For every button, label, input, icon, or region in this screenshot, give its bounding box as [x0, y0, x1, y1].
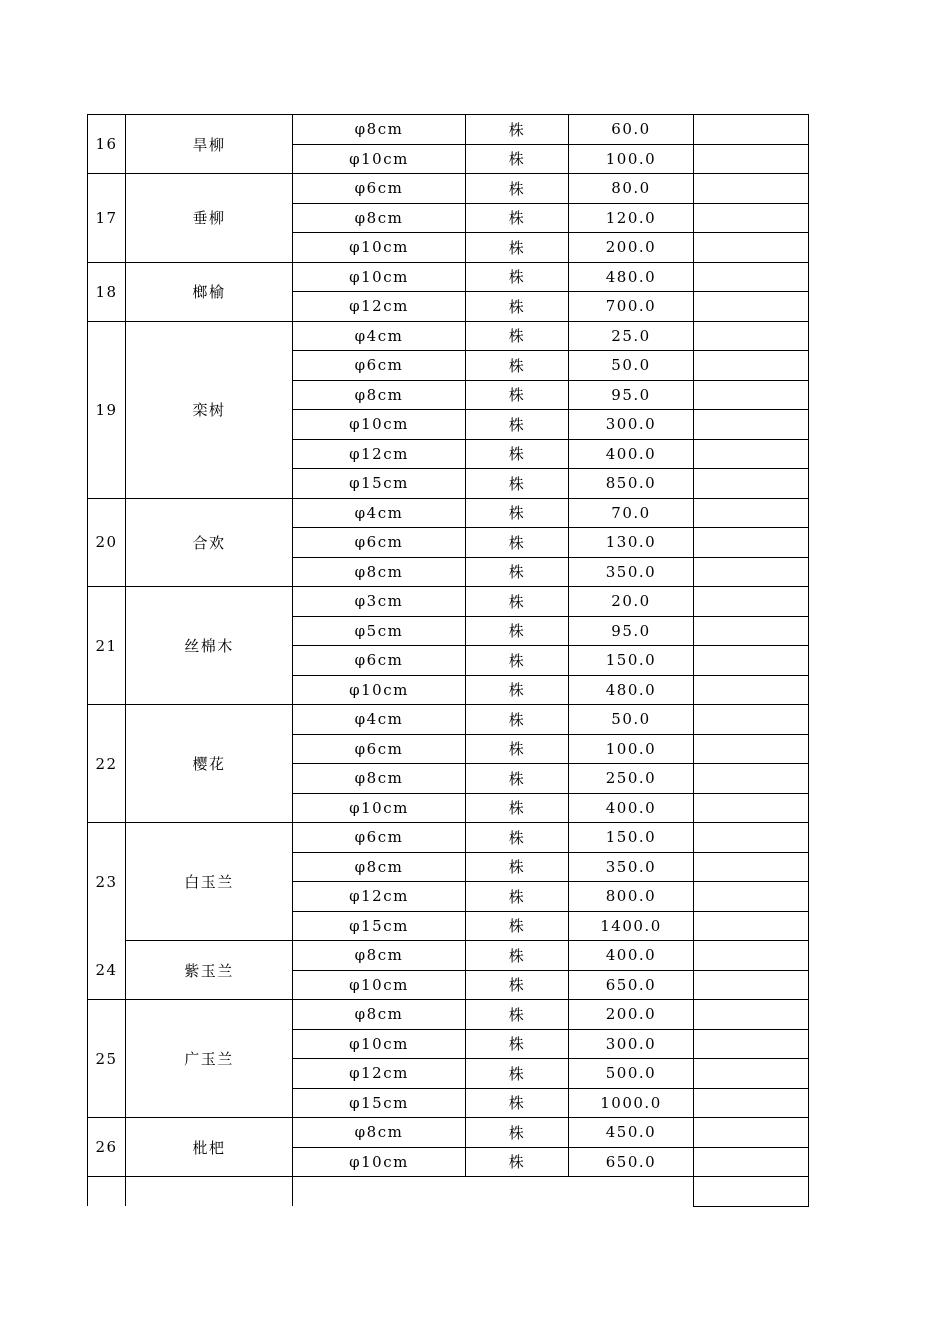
note-cell: [694, 498, 809, 528]
unit-cell: 株: [466, 557, 569, 587]
price-cell: 25.0: [569, 321, 694, 351]
price-cell: 1000.0: [569, 1088, 694, 1118]
unit-cell: 株: [466, 233, 569, 263]
item-name: 樱花: [126, 705, 293, 823]
table-body: [88, 115, 809, 1207]
note-cell: [694, 852, 809, 882]
price-cell: 200.0: [569, 233, 694, 263]
unit-cell: 株: [466, 262, 569, 292]
spec-cell: φ6cm: [293, 174, 466, 204]
item-number: 19: [88, 321, 126, 498]
unit-cell: 株: [466, 616, 569, 646]
note-cell: [694, 705, 809, 735]
note-cell: [694, 823, 809, 853]
note-cell: [694, 1088, 809, 1118]
unit-cell: 株: [466, 380, 569, 410]
empty-cell: [694, 1177, 809, 1207]
price-cell: 450.0: [569, 1118, 694, 1148]
spec-cell: φ4cm: [293, 498, 466, 528]
spec-cell: φ15cm: [293, 1088, 466, 1118]
price-cell: 95.0: [569, 380, 694, 410]
price-cell: 130.0: [569, 528, 694, 558]
spec-cell: φ10cm: [293, 262, 466, 292]
price-cell: 250.0: [569, 764, 694, 794]
note-cell: [694, 646, 809, 676]
note-cell: [694, 675, 809, 705]
unit-cell: 株: [466, 115, 569, 145]
price-cell: 70.0: [569, 498, 694, 528]
item-number: 17: [88, 174, 126, 263]
unit-cell: 株: [466, 823, 569, 853]
note-cell: [694, 970, 809, 1000]
spec-cell: φ10cm: [293, 1147, 466, 1177]
unit-cell: 株: [466, 970, 569, 1000]
price-cell: 100.0: [569, 734, 694, 764]
spec-cell: φ10cm: [293, 410, 466, 440]
price-cell: 100.0: [569, 144, 694, 174]
unit-cell: 株: [466, 292, 569, 322]
note-cell: [694, 203, 809, 233]
note-cell: [694, 115, 809, 145]
note-cell: [694, 351, 809, 381]
spec-cell: φ8cm: [293, 764, 466, 794]
spec-cell: φ15cm: [293, 469, 466, 499]
table-row: [88, 941, 809, 971]
unit-cell: 株: [466, 498, 569, 528]
price-cell: 150.0: [569, 646, 694, 676]
unit-cell: 株: [466, 321, 569, 351]
spec-cell: φ10cm: [293, 1029, 466, 1059]
empty-cell: [88, 1177, 126, 1207]
spec-cell: φ8cm: [293, 852, 466, 882]
note-cell: [694, 793, 809, 823]
table-row: [88, 705, 809, 735]
price-cell: 400.0: [569, 941, 694, 971]
spec-cell: φ10cm: [293, 970, 466, 1000]
item-number: 21: [88, 587, 126, 705]
spec-cell: φ12cm: [293, 1059, 466, 1089]
table-row: [88, 1000, 809, 1030]
item-name: 栾树: [126, 321, 293, 498]
note-cell: [694, 734, 809, 764]
empty-cell: [126, 1177, 293, 1207]
price-cell: 200.0: [569, 1000, 694, 1030]
spec-cell: φ6cm: [293, 734, 466, 764]
unit-cell: 株: [466, 528, 569, 558]
note-cell: [694, 380, 809, 410]
spec-cell: φ6cm: [293, 646, 466, 676]
note-cell: [694, 410, 809, 440]
unit-cell: 株: [466, 646, 569, 676]
spec-cell: φ10cm: [293, 793, 466, 823]
note-cell: [694, 1029, 809, 1059]
spec-cell: φ3cm: [293, 587, 466, 617]
spec-cell: φ12cm: [293, 439, 466, 469]
table-row: [88, 823, 809, 853]
note-cell: [694, 174, 809, 204]
unit-cell: 株: [466, 469, 569, 499]
price-cell: 50.0: [569, 351, 694, 381]
unit-cell: 株: [466, 1088, 569, 1118]
spec-cell: φ8cm: [293, 1118, 466, 1148]
unit-cell: 株: [466, 764, 569, 794]
unit-cell: 株: [466, 351, 569, 381]
item-name: 垂柳: [126, 174, 293, 263]
table-row: [88, 321, 809, 351]
spec-cell: φ15cm: [293, 911, 466, 941]
price-cell: 150.0: [569, 823, 694, 853]
unit-cell: 株: [466, 1147, 569, 1177]
unit-cell: 株: [466, 174, 569, 204]
price-cell: 480.0: [569, 675, 694, 705]
item-name: 白玉兰: [126, 823, 293, 941]
price-table: [87, 114, 809, 1207]
item-name: 广玉兰: [126, 1000, 293, 1118]
unit-cell: 株: [466, 705, 569, 735]
spec-cell: φ4cm: [293, 705, 466, 735]
item-name: 旱柳: [126, 115, 293, 174]
price-cell: 80.0: [569, 174, 694, 204]
note-cell: [694, 233, 809, 263]
unit-cell: 株: [466, 1118, 569, 1148]
note-cell: [694, 587, 809, 617]
note-cell: [694, 439, 809, 469]
unit-cell: 株: [466, 144, 569, 174]
price-cell: 20.0: [569, 587, 694, 617]
note-cell: [694, 262, 809, 292]
unit-cell: 株: [466, 587, 569, 617]
note-cell: [694, 1059, 809, 1089]
spec-cell: φ4cm: [293, 321, 466, 351]
spec-cell: φ10cm: [293, 233, 466, 263]
item-number: 26: [88, 1118, 126, 1177]
unit-cell: 株: [466, 1059, 569, 1089]
spec-cell: φ10cm: [293, 675, 466, 705]
spec-cell: φ10cm: [293, 144, 466, 174]
item-name: 榔榆: [126, 262, 293, 321]
price-cell: 95.0: [569, 616, 694, 646]
unit-cell: 株: [466, 1029, 569, 1059]
unit-cell: 株: [466, 203, 569, 233]
spec-cell: φ6cm: [293, 528, 466, 558]
table-row: [88, 115, 809, 145]
price-cell: 650.0: [569, 970, 694, 1000]
note-cell: [694, 1118, 809, 1148]
spec-cell: φ8cm: [293, 203, 466, 233]
note-cell: [694, 528, 809, 558]
price-cell: 400.0: [569, 793, 694, 823]
item-number: 16: [88, 115, 126, 174]
price-cell: 60.0: [569, 115, 694, 145]
note-cell: [694, 557, 809, 587]
price-cell: 800.0: [569, 882, 694, 912]
spec-cell: φ12cm: [293, 882, 466, 912]
unit-cell: 株: [466, 1000, 569, 1030]
note-cell: [694, 764, 809, 794]
note-cell: [694, 616, 809, 646]
price-cell: 480.0: [569, 262, 694, 292]
item-name: 紫玉兰: [126, 941, 293, 1000]
item-number: 18: [88, 262, 126, 321]
price-cell: 50.0: [569, 705, 694, 735]
item-number: 25: [88, 1000, 126, 1118]
spec-cell: φ8cm: [293, 1000, 466, 1030]
note-cell: [694, 1000, 809, 1030]
price-cell: 120.0: [569, 203, 694, 233]
note-cell: [694, 911, 809, 941]
note-cell: [694, 144, 809, 174]
note-cell: [694, 882, 809, 912]
price-cell: 650.0: [569, 1147, 694, 1177]
spec-cell: φ8cm: [293, 115, 466, 145]
empty-row: [88, 1177, 809, 1207]
note-cell: [694, 469, 809, 499]
unit-cell: 株: [466, 439, 569, 469]
price-cell: 400.0: [569, 439, 694, 469]
item-name: 合欢: [126, 498, 293, 587]
price-cell: 350.0: [569, 852, 694, 882]
item-name: 枇杷: [126, 1118, 293, 1177]
note-cell: [694, 941, 809, 971]
note-cell: [694, 321, 809, 351]
spec-cell: φ6cm: [293, 823, 466, 853]
spec-cell: φ8cm: [293, 941, 466, 971]
price-cell: 350.0: [569, 557, 694, 587]
price-cell: 500.0: [569, 1059, 694, 1089]
price-cell: 700.0: [569, 292, 694, 322]
note-cell: [694, 292, 809, 322]
table-row: [88, 587, 809, 617]
table-row: [88, 262, 809, 292]
table-row: [88, 174, 809, 204]
unit-cell: 株: [466, 675, 569, 705]
unit-cell: 株: [466, 793, 569, 823]
item-number: 20: [88, 498, 126, 587]
spec-cell: φ8cm: [293, 380, 466, 410]
table-row: [88, 498, 809, 528]
spec-cell: φ6cm: [293, 351, 466, 381]
price-cell: 1400.0: [569, 911, 694, 941]
item-number: 23: [88, 823, 126, 941]
unit-cell: 株: [466, 941, 569, 971]
unit-cell: 株: [466, 410, 569, 440]
item-number: 22: [88, 705, 126, 823]
item-number: 24: [88, 941, 126, 1000]
price-cell: 300.0: [569, 410, 694, 440]
unit-cell: 株: [466, 882, 569, 912]
spec-cell: φ5cm: [293, 616, 466, 646]
price-cell: 850.0: [569, 469, 694, 499]
unit-cell: 株: [466, 734, 569, 764]
item-name: 丝棉木: [126, 587, 293, 705]
note-cell: [694, 1147, 809, 1177]
price-cell: 300.0: [569, 1029, 694, 1059]
table-row: [88, 1118, 809, 1148]
spec-cell: φ12cm: [293, 292, 466, 322]
unit-cell: 株: [466, 852, 569, 882]
empty-cell: [293, 1177, 694, 1207]
spec-cell: φ8cm: [293, 557, 466, 587]
unit-cell: 株: [466, 911, 569, 941]
